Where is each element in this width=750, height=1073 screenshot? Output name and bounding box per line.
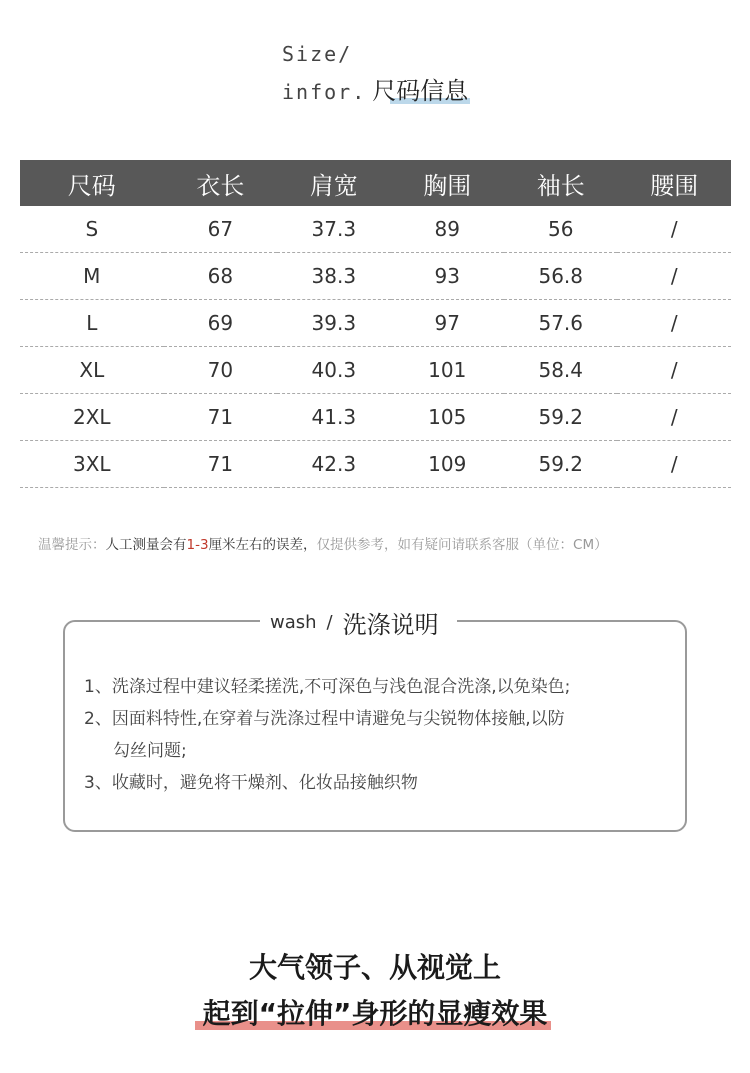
cell-waist: / xyxy=(617,347,731,394)
title-english-line2: infor. xyxy=(282,80,367,104)
table-row xyxy=(20,206,731,253)
header-length: 衣长 xyxy=(164,160,277,206)
wash-item-2: 2、因面料特性,在穿着与洗涤过程中请避免与尖锐物体接触,以防 xyxy=(84,709,565,729)
cell-sleeve: 57.6 xyxy=(504,300,617,347)
slogan-line1: 大气领子、从视觉上 xyxy=(248,951,501,984)
cell-length: 69 xyxy=(164,300,277,347)
cell-size: 3XL xyxy=(20,441,164,488)
slogan-line2-wrap xyxy=(0,992,750,1032)
header-sleeve: 袖长 xyxy=(504,160,617,206)
cell-shoulder: 40.3 xyxy=(277,347,390,394)
cell-chest: 101 xyxy=(391,347,504,394)
table-row xyxy=(20,300,731,347)
tip-part3: 仅提供参考，如有疑问请联系客服（单位：CM） xyxy=(316,537,608,553)
wash-title-english: wash xyxy=(270,611,317,633)
cell-waist: / xyxy=(617,253,731,300)
cell-size: M xyxy=(20,253,164,300)
cell-sleeve: 58.4 xyxy=(504,347,617,394)
header-waist: 腰围 xyxy=(617,160,731,206)
cell-length: 67 xyxy=(164,206,277,253)
size-table xyxy=(20,160,731,488)
wash-item-2-continued: 勾丝问题; xyxy=(113,741,187,761)
cell-waist: / xyxy=(617,206,731,253)
table-row xyxy=(20,347,731,394)
tip-range: 1-3 xyxy=(186,537,209,553)
slogan-line2-text: 起到“拉伸”身形的显瘦效果 xyxy=(202,997,548,1030)
cell-size: 2XL xyxy=(20,394,164,441)
cell-waist: / xyxy=(617,300,731,347)
cell-size: L xyxy=(20,300,164,347)
header-size: 尺码 xyxy=(20,160,164,206)
cell-shoulder: 42.3 xyxy=(277,441,390,488)
cell-sleeve: 56.8 xyxy=(504,253,617,300)
wash-list xyxy=(84,671,674,799)
slogan-line2 xyxy=(203,992,548,1032)
cell-length: 71 xyxy=(164,441,277,488)
cell-size: XL xyxy=(20,347,164,394)
cell-length: 70 xyxy=(164,347,277,394)
cell-length: 71 xyxy=(164,394,277,441)
tip-prefix: 温馨提示： xyxy=(38,537,106,553)
tip-part2: 厘米左右的误差， xyxy=(208,537,317,553)
header-chest: 胸围 xyxy=(391,160,504,206)
table-row xyxy=(20,394,731,441)
title-chinese xyxy=(372,76,468,106)
header-shoulder: 肩宽 xyxy=(277,160,390,206)
size-info-title xyxy=(282,40,468,106)
cell-chest: 93 xyxy=(391,253,504,300)
title-chinese-text: 尺码信息 xyxy=(372,77,469,105)
wash-item-3: 3、收藏时，避免将干燥剂、化妆品接触织物 xyxy=(84,773,418,793)
cell-sleeve: 56 xyxy=(504,206,617,253)
title-row xyxy=(282,76,468,106)
cell-chest: 105 xyxy=(391,394,504,441)
cell-waist: / xyxy=(617,394,731,441)
cell-size: S xyxy=(20,206,164,253)
cell-sleeve: 59.2 xyxy=(504,394,617,441)
tip-part1: 人工测量会有 xyxy=(105,537,187,553)
table-header-row xyxy=(20,160,731,206)
cell-length: 68 xyxy=(164,253,277,300)
wash-title-chinese: 洗涤说明 xyxy=(342,610,439,639)
wash-title-slash: / xyxy=(326,611,333,633)
measurement-tip xyxy=(38,533,608,553)
cell-chest: 109 xyxy=(391,441,504,488)
cell-sleeve: 59.2 xyxy=(504,441,617,488)
table-row xyxy=(20,253,731,300)
cell-shoulder: 38.3 xyxy=(277,253,390,300)
table-row xyxy=(20,441,731,488)
cell-chest: 97 xyxy=(391,300,504,347)
cell-shoulder: 41.3 xyxy=(277,394,390,441)
cell-waist: / xyxy=(617,441,731,488)
cell-shoulder: 37.3 xyxy=(277,206,390,253)
cell-shoulder: 39.3 xyxy=(277,300,390,347)
cell-chest: 89 xyxy=(391,206,504,253)
wash-item-1: 1、洗涤过程中建议轻柔搓洗,不可深色与浅色混合洗涤,以免染色; xyxy=(84,677,571,697)
title-english-line1: Size/ xyxy=(282,42,353,66)
wash-title xyxy=(260,602,457,642)
